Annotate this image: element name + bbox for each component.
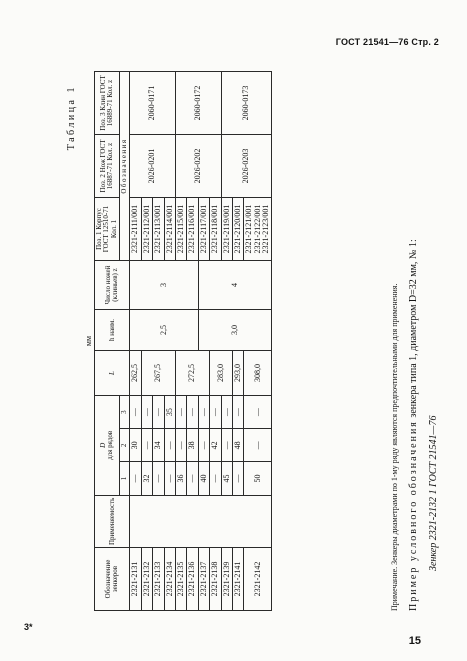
col-d-symbol: D — [98, 442, 107, 448]
spec-table — [94, 71, 272, 611]
col-pos2: Поз. 2 Нож ГОСТ 16887-71 Кол. z — [95, 135, 120, 198]
col-l: L — [95, 351, 130, 396]
col-pos1: Поз. 1 Корпус ГОСТ 12510-71 Кол. 1 — [95, 198, 120, 261]
unit-label: мм — [84, 335, 93, 347]
page-number: 15 — [408, 635, 421, 647]
table-caption: Таблица 1 — [66, 85, 77, 151]
table-row: 2321-2137 40 — — 3,0 4 2321-2117/001 — [198, 72, 209, 611]
col-h: h наим. — [95, 310, 130, 351]
col-d-row3: 3 — [120, 396, 130, 429]
table-row: 2321-2132 32 — — 267,5 2321-2112/001 — [141, 72, 152, 611]
col-d — [95, 396, 120, 496]
page-header: ГОСТ 21541—76 Стр. 2 — [335, 37, 439, 47]
signature-mark: 3* — [24, 622, 33, 632]
col-d-row2: 2 — [120, 429, 130, 462]
table-row: 2321-2142 50 — — 308,0 2321-2121/001 2321-2122/001 2321-2123/001 — [244, 72, 272, 611]
table-row: 2321-2139 45 — — 2321-2119/001 2026-0203 2060-0173 — [221, 72, 232, 611]
table-row: 2321-2136 — 38 — 2321-2116/001 — [187, 72, 198, 611]
rotated-table-block — [62, 71, 467, 611]
example-lead: Пример условного обозначения — [408, 420, 419, 611]
table-row: 2321-2135 36 — — 272,5 2321-2115/001 2026-0202 2060-0172 — [175, 72, 186, 611]
col-knives: Число ножей (клиньев) z — [95, 261, 130, 310]
col-d-row1: 1 — [120, 462, 130, 495]
table-row: 2321-2133 — 34 — 2321-2113/001 — [153, 72, 164, 611]
col-designation: Обозначение зенкеров — [95, 548, 130, 611]
example-formula: Зенкер 2321-2132 1 ГОСТ 21541—76 — [428, 415, 439, 571]
table-row: 2321-2138 — 42 — 283,0 2321-2118/001 — [210, 72, 221, 611]
table-row: 2321-2141 — 48 — 293,0 2321-2120/001 — [232, 72, 243, 611]
table-row: 2321-2131 — 30 — 262,5 2,5 3 2321-2111/001 2026-0201 2060-0171 — [130, 72, 141, 611]
col-pos3: Поз. 3 Клин ГОСТ 16889-71 Кол. z — [95, 72, 120, 135]
example-text: зенкера типа 1, диаметром D=32 мм, № 1: — [408, 239, 419, 418]
table-note: Примечание. Зенкеры диаметрами по 1-му ряду являются предпочтительными для применения. — [390, 283, 399, 611]
subheader: Обозначения — [120, 72, 130, 261]
col-d-rows: для рядов — [106, 430, 115, 460]
example-line — [408, 71, 419, 611]
table-row: 2321-2134 — — 35 2321-2114/001 — [164, 72, 175, 611]
col-applicability: Применяемость — [95, 495, 130, 547]
